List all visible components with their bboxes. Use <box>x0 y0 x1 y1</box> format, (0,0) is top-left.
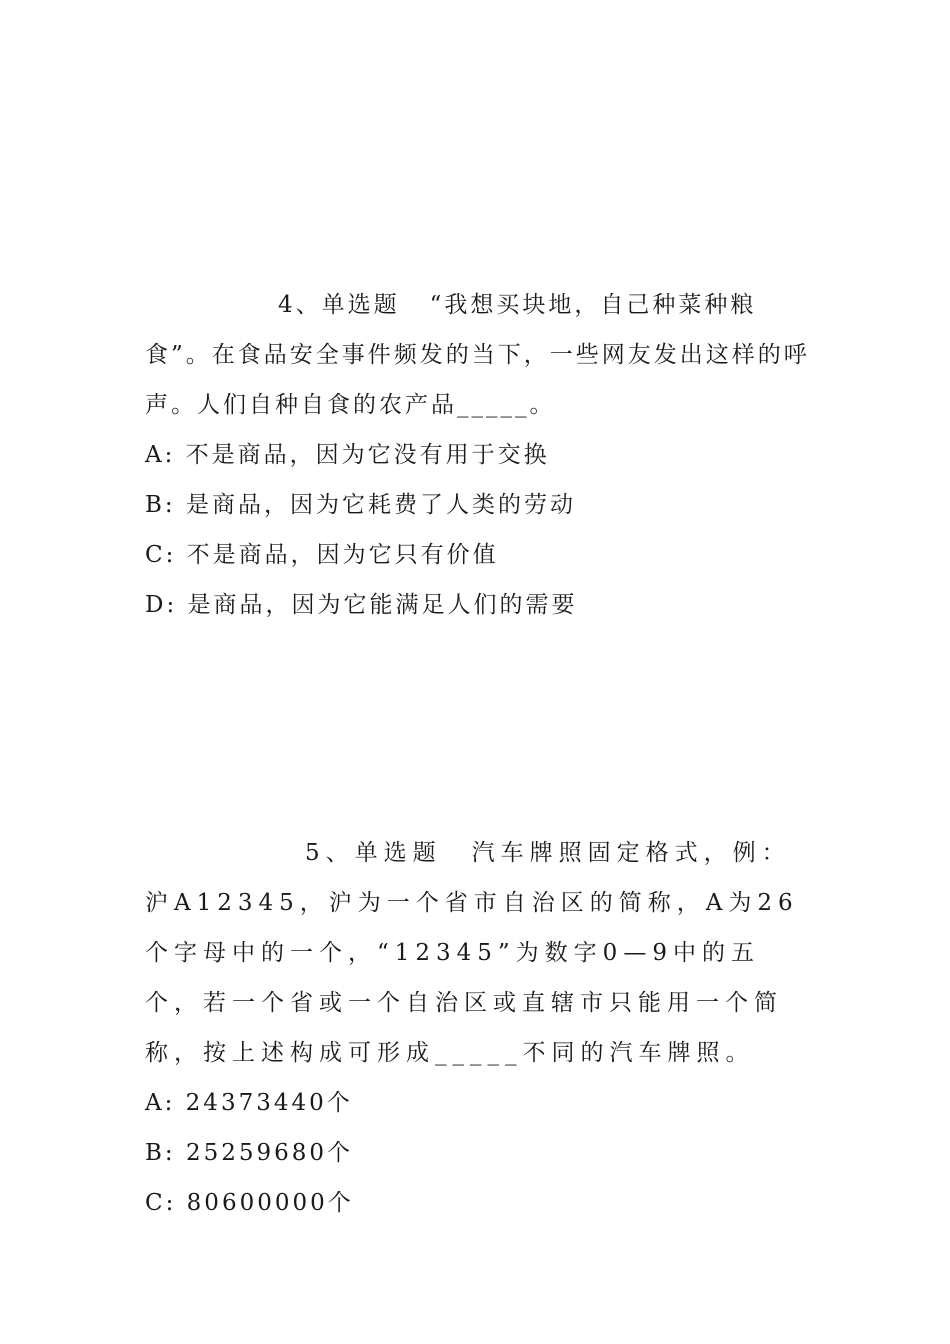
option-key: C: <box>145 542 177 568</box>
option-key: D: <box>145 592 178 618</box>
option-text: 不是商品，因为它没有用于交换 <box>185 442 550 468</box>
option-text: 不是商品，因为它只有价值 <box>186 542 499 568</box>
option-text: 25259680个 <box>185 1140 354 1166</box>
question-stem <box>145 828 815 1078</box>
option-c <box>145 530 815 580</box>
option-key: B: <box>145 492 176 518</box>
question-text: 汽车牌照固定格式，例：沪A12345，沪为一个省市自治区的简称，A为26个字母中的一个，“12345”为数字0—9中的五个，若一个省或一个自治区或直辖市只能用一个简称，按上述构成可形成_____不同的汽车牌照。 <box>145 840 799 1066</box>
option-key: A: <box>145 442 176 468</box>
question-number: 5、 <box>305 840 355 866</box>
option-a <box>145 430 815 480</box>
option-key: C: <box>145 1190 177 1216</box>
option-b <box>145 1128 815 1178</box>
question-4 <box>145 280 815 630</box>
option-key: A: <box>145 1090 176 1116</box>
option-a <box>145 1078 815 1128</box>
question-number: 4、 <box>278 292 322 318</box>
option-d <box>145 580 815 630</box>
option-key: B: <box>145 1140 176 1166</box>
option-text: 是商品，因为它能满足人们的需要 <box>187 592 578 618</box>
option-b <box>145 480 815 530</box>
question-type: 单选题 <box>321 292 400 318</box>
question-5 <box>145 828 815 1228</box>
option-text: 80600000个 <box>186 1190 354 1216</box>
option-text: 是商品，因为它耗费了人类的劳动 <box>185 492 576 518</box>
option-text: 24373440个 <box>185 1090 353 1116</box>
question-type: 单选题 <box>354 840 442 866</box>
question-text: “我想买块地，自己种菜种粮食”。在食品安全事件频发的当下，一些网友发出这样的呼声。人们自种自食的农产品_____。 <box>145 292 810 418</box>
option-c <box>145 1178 815 1228</box>
question-stem <box>145 280 815 430</box>
